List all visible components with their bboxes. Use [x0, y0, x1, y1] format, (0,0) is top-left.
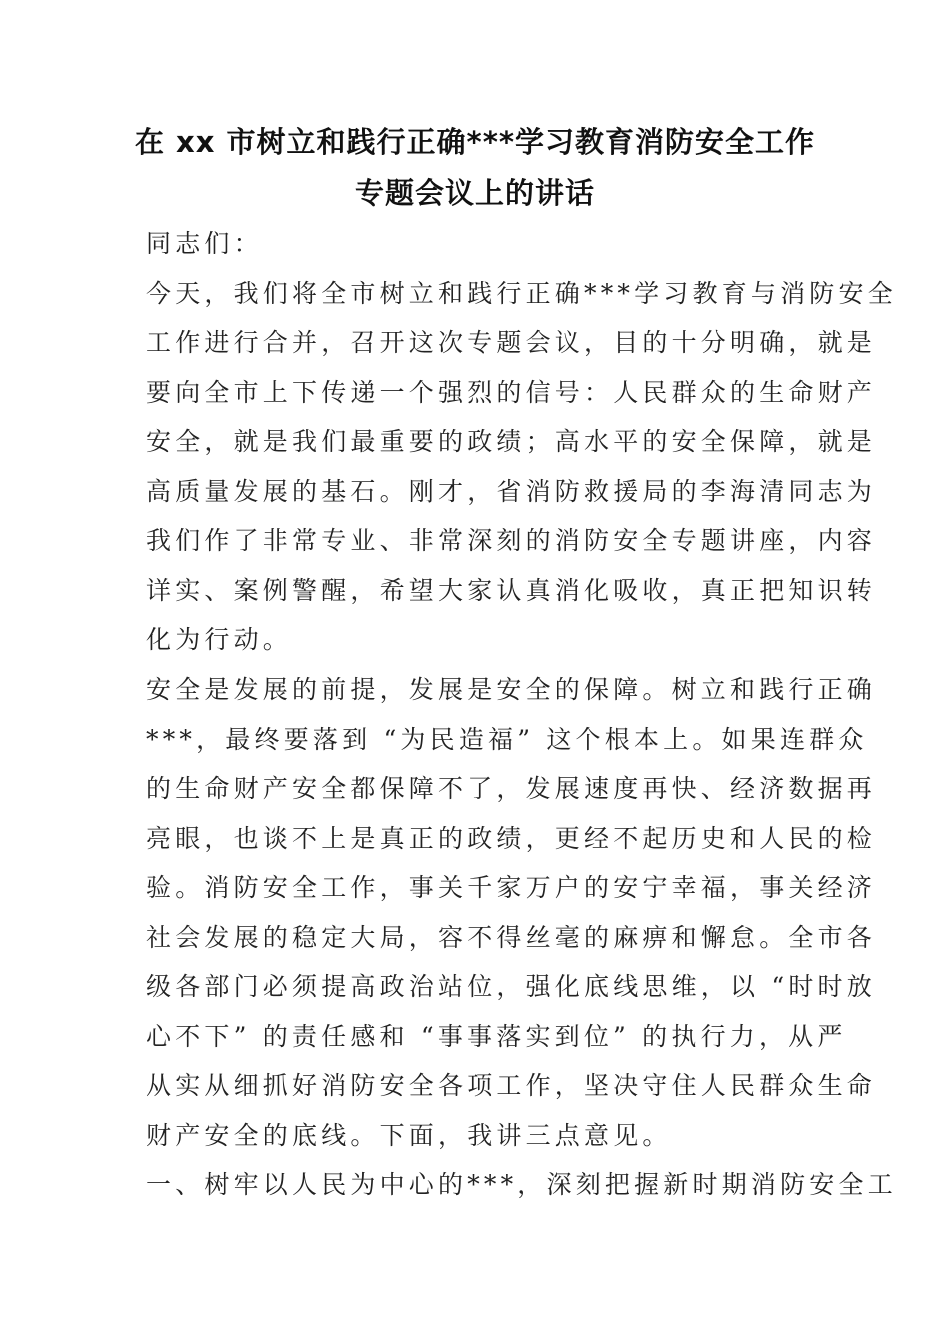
paragraph-line: 验。消防安全工作，事关千家万户的安宁幸福，事关经济: [146, 873, 877, 902]
paragraph-line: 从实从细抓好消防安全各项工作，坚决守住人民群众生命: [146, 1071, 877, 1100]
paragraph-line: 安全，就是我们最重要的政绩；高水平的安全保障，就是: [146, 427, 877, 456]
document-title-line-1: 在 xx 市树立和践行正确***学习教育消防安全工作: [134, 125, 816, 159]
paragraph-line: 工作进行合并，召开这次专题会议，目的十分明确，就是: [146, 328, 877, 357]
paragraph-line: 级各部门必须提高政治站位，强化底线思维，以 “时时放: [146, 972, 876, 1001]
paragraph-line: 亮眼，也谈不上是真正的政绩，更经不起历史和人民的检: [146, 824, 877, 853]
paragraph-line: 社会发展的稳定大局，容不得丝毫的麻痹和懈怠。全市各: [146, 923, 877, 952]
paragraph-line: 我们作了非常专业、非常深刻的消防安全专题讲座，内容: [146, 526, 877, 555]
paragraph-line: 心不下” 的责任感和 “事事落实到位” 的执行力，从严: [146, 1022, 847, 1051]
paragraph-line: 的生命财产安全都保障不了，发展速度再快、经济数据再: [146, 774, 877, 803]
document-title-line-2: 专题会议上的讲话: [354, 176, 595, 210]
paragraph-line: 今天，我们将全市树立和践行正确***学习教育与消防安全: [146, 279, 897, 308]
paragraph-line: 财产安全的底线。下面，我讲三点意见。: [146, 1121, 672, 1150]
paragraph-line: 安全是发展的前提，发展是安全的保障。树立和践行正确: [146, 675, 877, 704]
salutation: 同志们：: [146, 229, 263, 258]
paragraph-line: 高质量发展的基石。刚才，省消防救援局的李海清同志为: [146, 477, 877, 506]
paragraph-line: 要向全市上下传递一个强烈的信号：人民群众的生命财产: [146, 378, 877, 407]
paragraph-line: 化为行动。: [146, 625, 293, 654]
paragraph-line: ***，最终要落到 “为民造福” 这个根本上。如果连群众: [146, 725, 868, 754]
section-heading: 一、树牢以人民为中心的***，深刻把握新时期消防安全工: [146, 1170, 897, 1199]
paragraph-line: 详实、案例警醒，希望大家认真消化吸收，真正把知识转: [146, 576, 877, 605]
